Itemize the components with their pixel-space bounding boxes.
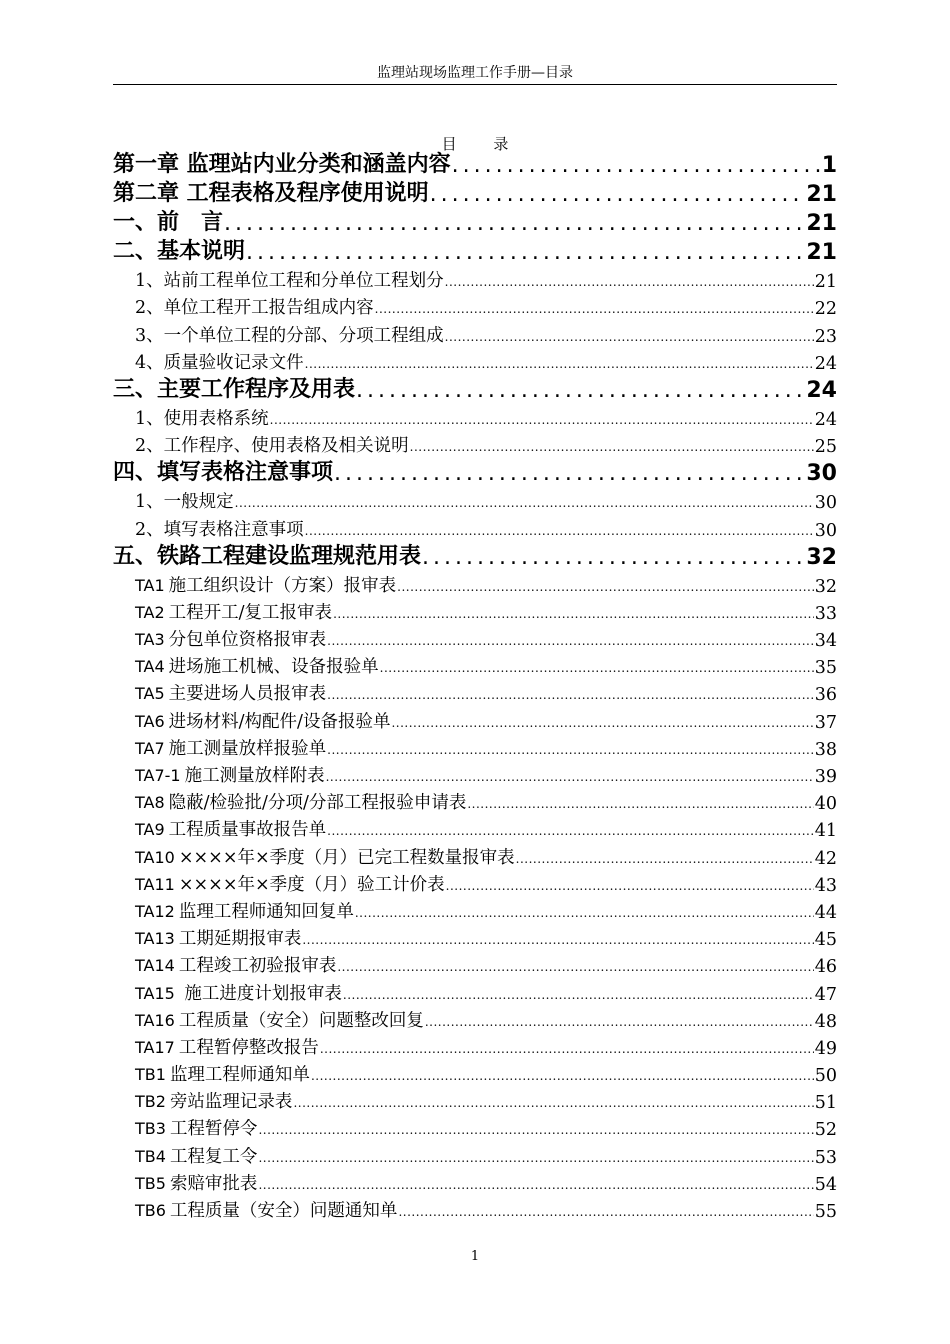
- toc-entry-page: 21: [806, 240, 837, 265]
- toc-entry-label: [135, 952, 336, 978]
- toc-entry[interactable]: [113, 897, 837, 924]
- toc-entry-text: 1、一般规定: [135, 492, 234, 513]
- toc-entry-code: TA9: [135, 820, 165, 840]
- toc-entry-label: [135, 1088, 292, 1114]
- dot-leader: [380, 661, 814, 679]
- toc-entry-page: 53: [814, 1147, 837, 1168]
- toc-entry-label: [113, 539, 421, 571]
- toc-entry-page: 50: [814, 1066, 837, 1087]
- toc-entry-text: 工程质量事故报告单: [168, 820, 327, 841]
- toc-entry-text: 进场施工机械、设备报验单: [168, 657, 379, 678]
- toc-entry-page: 30: [814, 520, 837, 541]
- dot-leader: [246, 240, 805, 266]
- dot-leader: [391, 716, 813, 734]
- toc-entry-page: 38: [814, 739, 837, 760]
- dot-leader: [430, 182, 806, 208]
- toc-entry-label: [135, 1143, 257, 1169]
- toc-entry-label: [135, 1061, 310, 1087]
- toc-entry-text: 工程暂停令: [169, 1119, 258, 1140]
- toc-entry-text: 旁站监理记录表: [169, 1092, 293, 1113]
- toc-entry-code: TA13: [135, 929, 175, 949]
- dot-leader: [327, 824, 814, 842]
- toc-entry-page: 45: [814, 930, 837, 951]
- toc-entry-page: 54: [814, 1174, 837, 1195]
- toc-entry-page: 46: [814, 957, 837, 978]
- toc-entry-page: 51: [814, 1093, 837, 1114]
- toc-entry-text: 工程复工令: [169, 1146, 258, 1167]
- toc-entry-page: 21: [814, 272, 837, 293]
- toc-entry-text: 工程暂停整改报告: [178, 1037, 319, 1058]
- toc-entry-label: [135, 871, 445, 897]
- toc-entry-page: 24: [814, 353, 837, 374]
- toc-entry-label: [135, 653, 379, 679]
- toc-entry-page: 34: [814, 631, 837, 652]
- toc-entry-label: [113, 234, 245, 266]
- toc-entry-page: 55: [814, 1202, 837, 1222]
- dot-leader: [311, 1069, 814, 1087]
- table-of-contents: [113, 150, 837, 1223]
- toc-entry[interactable]: [113, 870, 837, 897]
- toc-entry-code: TB3: [135, 1119, 166, 1139]
- toc-entry-page: 30: [806, 461, 837, 487]
- toc-entry[interactable]: [113, 293, 837, 320]
- toc-entry-label: [135, 816, 326, 842]
- toc-entry-label: [135, 1115, 257, 1141]
- toc-entry-text: 第二章 工程表格及程序使用说明: [113, 181, 429, 206]
- toc-entry-code: TB2: [135, 1092, 166, 1112]
- toc-entry-text: 工期延期报审表: [178, 929, 302, 950]
- dot-leader: [397, 580, 814, 598]
- toc-entry[interactable]: [113, 1141, 837, 1168]
- toc-entry-text: 2、工作程序、使用表格及相关说明: [135, 436, 409, 457]
- toc-entry-text: 施工测量放样报验单: [168, 738, 327, 759]
- toc-entry-code: TB1: [135, 1065, 166, 1085]
- toc-entry-text: 监理工程师通知单: [169, 1065, 310, 1086]
- toc-entry-text: 施工测量放样附表: [184, 766, 325, 786]
- toc-entry[interactable]: [113, 1114, 837, 1141]
- dot-leader: [355, 906, 814, 924]
- toc-entry-label: [135, 708, 390, 734]
- dot-leader: [337, 960, 813, 978]
- toc-entry-page: 25: [814, 437, 837, 458]
- toc-entry-text: 五、铁路工程建设监理规范用表: [113, 543, 422, 569]
- toc-entry-label: [135, 1170, 257, 1196]
- toc-entry[interactable]: [113, 815, 837, 842]
- dot-leader: [343, 988, 814, 1006]
- toc-entry-text: 第一章 监理站内业分类和涵盖内容: [113, 152, 451, 177]
- toc-entry-page: 52: [814, 1120, 837, 1141]
- toc-entry-text: 3、一个单位工程的分部、分项工程组成: [135, 325, 444, 346]
- toc-entry[interactable]: [113, 842, 837, 869]
- toc-entry[interactable]: [113, 571, 837, 598]
- toc-entry-code: TA12: [135, 901, 175, 921]
- toc-entry-code: TA7-1: [135, 766, 181, 785]
- toc-entry[interactable]: [113, 1033, 837, 1060]
- toc-entry-text: 一、前 言: [113, 210, 224, 235]
- toc-entry[interactable]: [113, 1006, 837, 1033]
- dot-leader: [258, 1178, 813, 1196]
- toc-entry[interactable]: [113, 348, 837, 375]
- toc-entry-text: 四、填写表格注意事项: [113, 460, 334, 486]
- toc-entry-code: TA7: [135, 738, 165, 758]
- dot-leader: [327, 634, 814, 652]
- toc-entry[interactable]: [113, 1087, 837, 1114]
- toc-entry-code: TA17: [135, 1037, 175, 1057]
- toc-entry-label: [135, 599, 332, 625]
- toc-entry-code: TA15: [135, 983, 175, 1003]
- toc-entry-label: [135, 925, 301, 951]
- dot-leader: [452, 153, 821, 179]
- toc-entry[interactable]: [113, 978, 837, 1005]
- toc-entry-page: 24: [814, 409, 837, 430]
- dot-leader: [270, 413, 814, 431]
- toc-entry-text: 分包单位资格报审表: [168, 630, 327, 651]
- toc-entry[interactable]: [113, 951, 837, 978]
- toc-entry-text: 4、质量验收记录文件: [135, 352, 304, 373]
- dot-leader: [258, 1123, 813, 1141]
- toc-entry-text: 工程竣工初验报审表: [178, 956, 337, 977]
- toc-entry-label: [135, 294, 374, 320]
- toc-entry[interactable]: [113, 1196, 837, 1223]
- dot-leader: [375, 302, 814, 320]
- dot-leader: [235, 496, 814, 514]
- toc-entry[interactable]: [113, 514, 837, 541]
- toc-entry-code: TB6: [135, 1201, 166, 1220]
- toc-entry[interactable]: [113, 431, 837, 458]
- dot-leader: [516, 852, 814, 870]
- toc-entry-label: [135, 680, 326, 706]
- toc-entry-label: [135, 735, 326, 761]
- toc-entry-page: 40: [814, 794, 837, 815]
- toc-entry-page: 22: [814, 299, 837, 320]
- dot-leader: [305, 357, 814, 375]
- toc-entry-page: 35: [814, 658, 837, 679]
- toc-entry-heading[interactable]: [113, 375, 837, 404]
- dot-leader: [334, 461, 805, 487]
- dot-leader: [445, 275, 814, 293]
- dot-leader: [293, 1096, 813, 1114]
- toc-entry[interactable]: [113, 320, 837, 347]
- toc-entry-heading[interactable]: [113, 208, 837, 237]
- dot-leader: [398, 1205, 813, 1223]
- toc-entry-code: TA4: [135, 657, 165, 677]
- toc-entry-label: [135, 898, 354, 924]
- toc-entry-page: 30: [814, 493, 837, 514]
- toc-entry[interactable]: [113, 487, 837, 514]
- toc-entry-code: TB5: [135, 1173, 166, 1193]
- toc-entry[interactable]: [113, 924, 837, 951]
- toc-entry-page: 39: [814, 767, 837, 787]
- toc-entry[interactable]: [113, 761, 837, 788]
- toc-entry-heading[interactable]: [113, 237, 837, 266]
- toc-entry-text: 监理工程师通知回复单: [178, 901, 354, 922]
- dot-leader: [425, 1015, 814, 1033]
- toc-entry-code: TA6: [135, 711, 165, 731]
- toc-title: 目 录: [441, 135, 525, 153]
- toc-entry-text: 1、站前工程单位工程和分单位工程划分: [135, 271, 444, 292]
- toc-entry[interactable]: [113, 652, 837, 679]
- toc-entry-code: TA14: [135, 956, 175, 976]
- toc-entry-text: 工程质量（安全）问题整改回复: [178, 1010, 424, 1031]
- toc-entry-label: [135, 626, 326, 652]
- toc-entry-code: TA3: [135, 630, 165, 650]
- running-header: 监理站现场监理工作手册—目录: [113, 64, 837, 85]
- toc-entry-page: 48: [814, 1011, 837, 1032]
- dot-leader: [446, 879, 814, 897]
- toc-entry-text: 1、使用表格系统: [135, 408, 269, 429]
- toc-entry-page: 37: [814, 712, 837, 733]
- dot-leader: [327, 688, 814, 706]
- toc-entry-text: 二、基本说明: [113, 239, 246, 264]
- toc-entry-label: [113, 372, 355, 404]
- toc-entry-heading[interactable]: [113, 150, 837, 179]
- toc-entry-page: 33: [814, 603, 837, 624]
- toc-entry-label: [113, 176, 429, 208]
- dot-leader: [224, 211, 805, 237]
- toc-entry-label: [135, 572, 396, 598]
- toc-entry-label: [113, 205, 223, 237]
- toc-entry-label: [135, 488, 234, 514]
- toc-entry-label: [135, 267, 444, 293]
- dot-leader: [327, 743, 814, 761]
- toc-entry-text: 索赔审批表: [169, 1173, 258, 1194]
- toc-entry-code: TA16: [135, 1010, 175, 1030]
- toc-entry-heading[interactable]: [113, 179, 837, 208]
- toc-entry-page: 23: [814, 326, 837, 347]
- toc-entry[interactable]: [113, 266, 837, 293]
- toc-entry-label: [113, 455, 333, 487]
- toc-entry-heading[interactable]: [113, 458, 837, 487]
- toc-entry-page: 21: [806, 182, 837, 207]
- toc-entry-label: [135, 980, 342, 1006]
- toc-entry-text: 主要进场人员报审表: [168, 684, 327, 705]
- toc-entry-code: TA11: [135, 874, 175, 894]
- dot-leader: [320, 1042, 814, 1060]
- toc-entry-text: 施工进度计划报审表: [178, 983, 342, 1004]
- dot-leader: [410, 440, 814, 458]
- toc-entry[interactable]: [113, 404, 837, 431]
- toc-entry-code: TA8: [135, 793, 165, 813]
- toc-entry-page: 32: [806, 544, 837, 570]
- toc-entry-label: [135, 844, 515, 870]
- toc-entry-text: 工程质量（安全）问题通知单: [169, 1201, 398, 1221]
- toc-entry-page: 24: [806, 377, 837, 403]
- toc-entry-code: TB4: [135, 1146, 166, 1166]
- toc-entry[interactable]: [113, 1169, 837, 1196]
- toc-entry[interactable]: [113, 706, 837, 733]
- toc-entry-label: [113, 147, 451, 179]
- toc-entry-text: 施工组织设计（方案）报审表: [168, 575, 397, 596]
- toc-entry-page: 41: [814, 821, 837, 842]
- toc-entry-label: [135, 762, 325, 788]
- toc-entry-label: [135, 1007, 424, 1033]
- toc-entry-label: [135, 789, 466, 815]
- toc-entry-code: TA1: [135, 575, 165, 595]
- dot-leader: [302, 933, 813, 951]
- toc-entry-page: 36: [814, 685, 837, 706]
- page-number: 1: [470, 1249, 480, 1264]
- toc-entry-label: [135, 1197, 397, 1223]
- dot-leader: [356, 378, 805, 404]
- toc-entry-text: 隐蔽/检验批/分项/分部工程报验申请表: [168, 793, 467, 814]
- toc-entry-text: ××××年×季度（月）验工计价表: [178, 874, 445, 895]
- toc-entry-code: TA10: [135, 847, 175, 867]
- dot-leader: [445, 330, 814, 348]
- toc-entry-page: 32: [814, 576, 837, 597]
- toc-entry-heading[interactable]: [113, 542, 837, 571]
- toc-entry[interactable]: [113, 598, 837, 625]
- toc-entry-label: [135, 1034, 319, 1060]
- toc-entry[interactable]: [113, 625, 837, 652]
- toc-entry-text: 2、填写表格注意事项: [135, 519, 304, 540]
- toc-entry-text: 工程开工/复工报审表: [168, 602, 333, 623]
- dot-leader: [326, 770, 814, 788]
- toc-entry-page: 44: [814, 902, 837, 923]
- toc-entry-page: 42: [814, 848, 837, 869]
- dot-leader: [333, 607, 814, 625]
- toc-entry-text: ××××年×季度（月）已完工程数量报审表: [178, 847, 515, 868]
- toc-entry-page: 47: [814, 984, 837, 1005]
- toc-entry[interactable]: [113, 1060, 837, 1087]
- toc-entry-code: TA2: [135, 602, 165, 622]
- toc-entry-text: 三、主要工作程序及用表: [113, 376, 356, 402]
- toc-entry[interactable]: [113, 679, 837, 706]
- toc-entry-label: [135, 322, 444, 348]
- dot-leader: [467, 797, 813, 815]
- toc-entry-text: 2、单位工程开工报告组成内容: [135, 298, 374, 319]
- toc-entry[interactable]: [113, 734, 837, 761]
- toc-entry[interactable]: [113, 788, 837, 815]
- toc-entry-page: 43: [814, 875, 837, 896]
- toc-entry-code: TA5: [135, 684, 165, 704]
- toc-entry-page: 1: [821, 153, 837, 178]
- dot-leader: [422, 545, 805, 571]
- toc-entry-page: 21: [806, 211, 837, 236]
- toc-entry-text: 进场材料/构配件/设备报验单: [168, 711, 391, 732]
- toc-entry-label: [135, 405, 269, 431]
- dot-leader: [258, 1151, 813, 1169]
- toc-entry-page: 49: [814, 1038, 837, 1059]
